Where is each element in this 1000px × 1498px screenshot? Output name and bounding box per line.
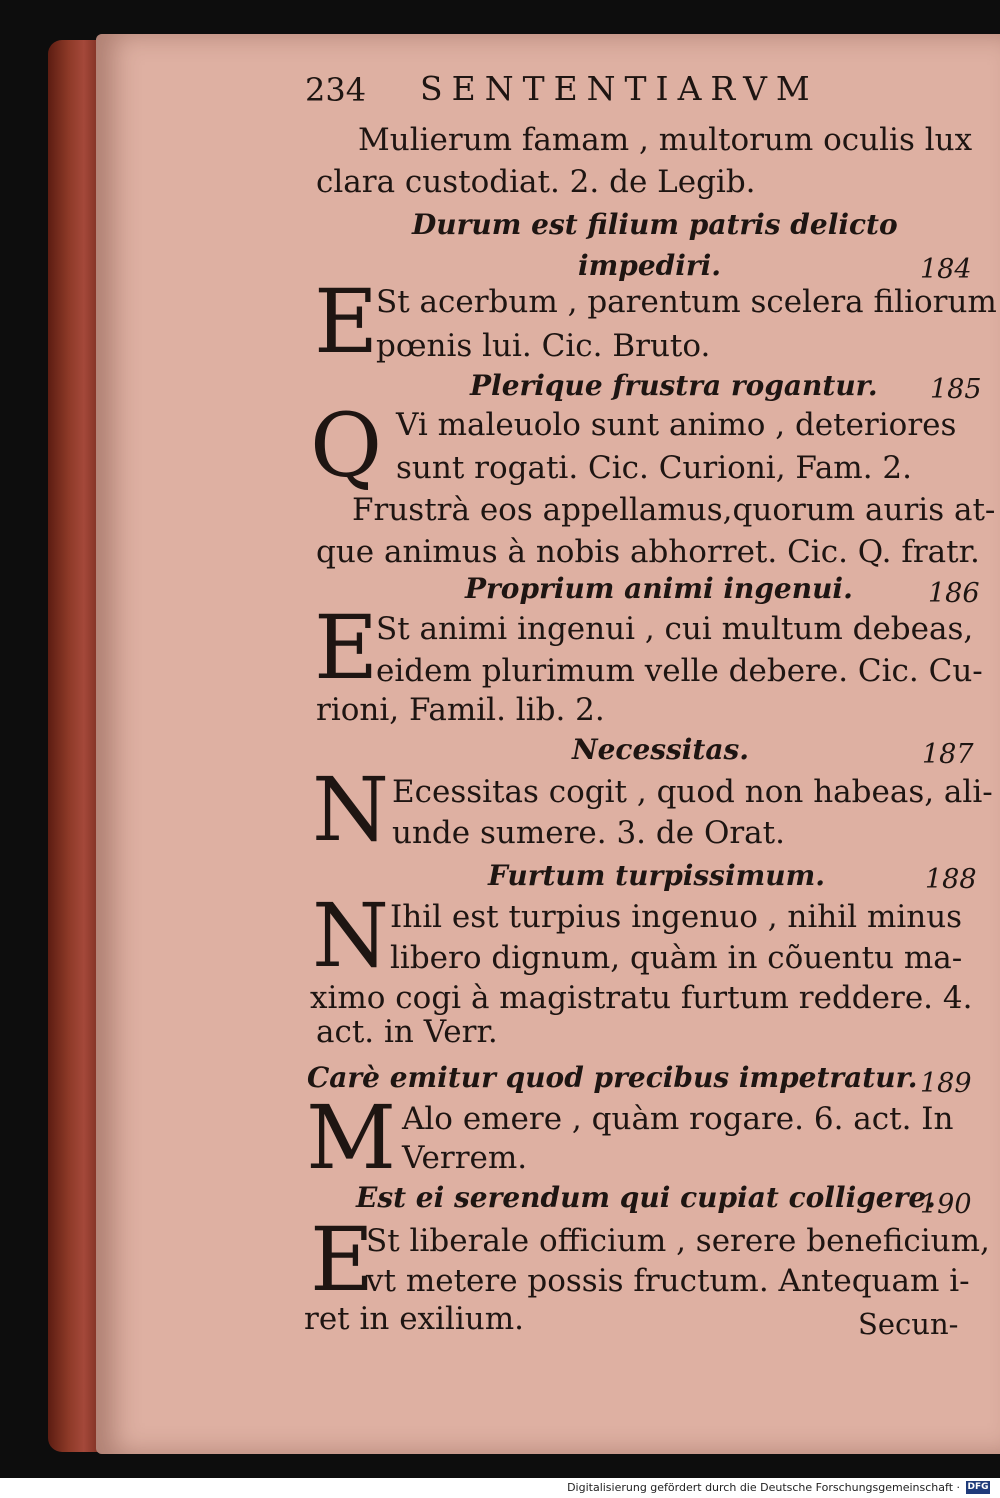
section-number: 185 — [930, 374, 982, 405]
text-line: vt metere possis fructum. Antequam i- — [366, 1263, 970, 1299]
text-line: que animus à nobis abhorret. Cic. Q. fratr. — [316, 534, 980, 570]
drop-initial: E — [314, 270, 379, 373]
catchword: Secun- — [858, 1307, 959, 1341]
section-heading: Proprium animi ingenui. — [465, 572, 853, 605]
text-line: St liberale officium , serere beneficium, — [366, 1223, 990, 1259]
drop-initial: Q — [310, 394, 383, 497]
section-heading: Furtum turpissimum. — [488, 859, 825, 892]
text-line: Mulierum famam , multorum oculis lux — [358, 122, 973, 158]
text-line: St acerbum , parentum scelera filiorum — [376, 284, 997, 320]
section-heading: Durum est filium patris delicto — [412, 208, 898, 241]
text-line: clara custodiat. 2. de Legib. — [316, 164, 756, 200]
footer-credit: Digitalisierung gefördert durch die Deutsche Forschungsgemeinschaft · — [567, 1481, 960, 1494]
running-title: SENTENTIARVM — [420, 69, 819, 108]
section-heading: Necessitas. — [572, 733, 750, 766]
section-number: 186 — [928, 578, 980, 609]
text-line: unde sumere. 3. de Orat. — [392, 815, 785, 851]
text-line: Alo emere , quàm rogare. 6. act. In — [402, 1101, 954, 1137]
text-line: rioni, Famil. lib. 2. — [316, 692, 605, 728]
text-line: act. in Verr. — [316, 1014, 498, 1050]
text-line: Ihil est turpius ingenuo , nihil minus — [390, 899, 963, 935]
digitization-footer — [0, 1478, 1000, 1498]
drop-initial: N — [312, 758, 389, 861]
section-number: 187 — [922, 739, 974, 770]
section-heading: Est ei serendum qui cupiat colligere. — [356, 1181, 936, 1214]
text-line: Verrem. — [402, 1140, 528, 1176]
section-number: 190 — [920, 1189, 972, 1220]
section-heading: impediri. — [578, 249, 722, 282]
drop-initial: N — [312, 884, 389, 987]
text-line: Ecessitas cogit , quod non habeas, ali- — [392, 774, 993, 810]
section-number: 184 — [920, 254, 972, 285]
text-line: sunt rogati. Cic. Curioni, Fam. 2. — [396, 450, 912, 486]
drop-initial: E — [314, 596, 379, 699]
dfg-logo: DFG — [967, 1482, 989, 1492]
section-number: 188 — [925, 864, 977, 895]
text-line: eidem plurimum velle debere. Cic. Cu- — [376, 653, 983, 689]
drop-initial: E — [310, 1208, 375, 1311]
text-line: St animi ingenui , cui multum debeas, — [376, 611, 974, 647]
page-number: 234 — [305, 71, 367, 109]
drop-initial: M — [306, 1086, 397, 1189]
text-line: ximo cogi à magistratu furtum reddere. 4. — [310, 980, 973, 1016]
section-heading: Plerique frustra rogantur. — [470, 369, 878, 402]
text-line: libero dignum, quàm in cõuentu ma- — [390, 940, 963, 976]
text-line: ret in exilium. — [304, 1301, 524, 1337]
text-line: Vi maleuolo sunt animo , deteriores — [396, 407, 957, 443]
section-number: 189 — [920, 1068, 972, 1099]
text-line: pœnis lui. Cic. Bruto. — [376, 328, 711, 364]
text-line: Frustrà eos appellamus,quorum auris at- — [352, 492, 996, 528]
section-heading: Carè emitur quod precibus impetratur. — [307, 1061, 918, 1094]
